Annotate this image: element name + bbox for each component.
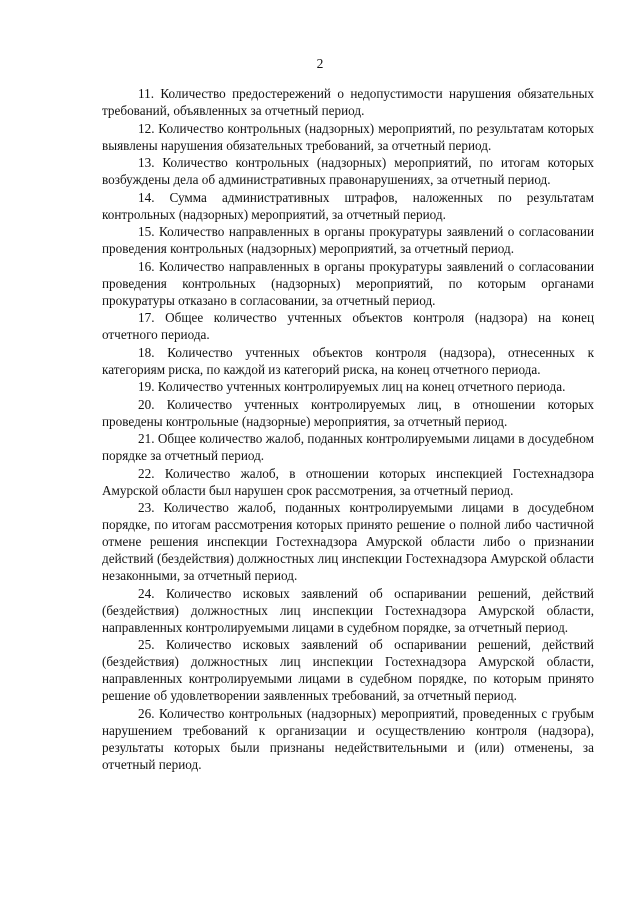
list-item: 18. Количество учтенных объектов контроля (надзора), отнесенных к категориям риска, по каждой из категорий риска, на конец отчетного периода. [102,344,594,377]
list-item: 24. Количество исковых заявлений об оспаривании решений, действий (бездействия) должностных лиц инспекции Гостехнадзора Амурской области, направленных контролируемыми лицами в судебном порядке, за отчетный период. [102,585,594,635]
list-item: 19. Количество учтенных контролируемых лиц на конец отчетного периода. [138,379,566,394]
page-number: 2 [316,56,324,71]
list-item: 20. Количество учтенных контролируемых лиц, в отношении которых проведены контрольные (надзорные) мероприятия, за отчетный период. [102,396,594,429]
list-item: 22. Количество жалоб, в отношении которых инспекцией Гостехнадзора Амурской области был нарушен срок рассмотрения, за отчетный период. [102,465,594,498]
list-item: 17. Общее количество учтенных объектов контроля (надзора) на конец отчетного периода. [102,310,594,342]
list-item: 16. Количество направленных в органы прокуратуры заявлений о согласовании проведения контрольных (надзорных) мероприятий, по которым органами прокуратуры отказано в согласовании, за отчетный период. [102,258,594,308]
list-item: 14. Сумма административных штрафов, наложенных по результатам контрольных (надзорных) мероприятий, за отчетный период. [102,189,594,222]
list-item: 11. Количество предостережений о недопустимости нарушения обязательных требований, объявленных за отчетный период. [102,86,594,118]
list-item: 26. Количество контрольных (надзорных) мероприятий, проведенных с грубым нарушением требований к организации и осуществлению контроля (надзора), результаты которых были признаны недействительными и (или) отменены, за отчетный период. [102,705,594,772]
list-item: 12. Количество контрольных (надзорных) мероприятий, по результатам которых выявлены нарушения обязательных требований, за отчетный период. [102,120,594,153]
list-item: 25. Количество исковых заявлений об оспаривании решений, действий (бездействия) должностных лиц инспекции Гостехнадзора Амурской области, направленных контролируемыми лицами в судебном порядке, по которым принято решение об удовлетворении заявленных требований, за отчетный период. [102,637,594,703]
list-item: 21. Общее количество жалоб, поданных контролируемыми лицами в досудебном порядке за отчетный период. [102,431,594,463]
list-item: 15. Количество направленных в органы прокуратуры заявлений о согласовании проведения контрольных (надзорных) мероприятий, за отчетный период. [102,224,594,256]
document-body [102,85,594,773]
list-item: 23. Количество жалоб, поданных контролируемыми лицами в досудебном порядке, по итогам рассмотрения которых принято решение о полной либо частичной отмене решения инспекции Гостехнадзора Амурской области либо о признании действий (бездействия) должностных лиц инспекции Гостехнадзора Амурской области незаконными, за отчетный период. [102,500,594,583]
list-item: 13. Количество контрольных (надзорных) мероприятий, по итогам которых возбуждены дела об административных правонарушениях, за отчетный период. [102,155,594,187]
